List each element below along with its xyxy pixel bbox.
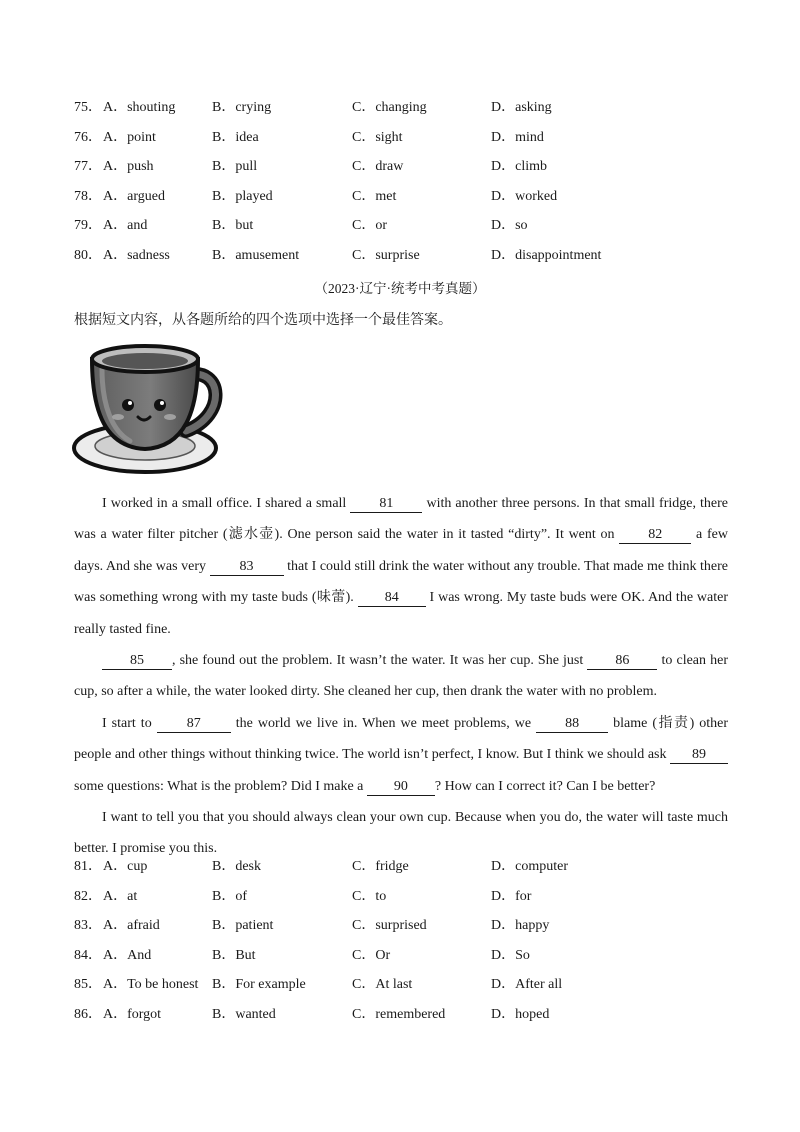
question-row (74, 100, 734, 130)
passage-paragraph-2 (74, 645, 728, 708)
option-c: C．Or (352, 947, 391, 963)
question-row (74, 159, 734, 189)
question-row (74, 918, 734, 948)
passage-text: with another three persons. In that small fridge, there was a water filter pitcher (滤水壶). One person said the water in it tasted “dirty”. It went on (74, 496, 729, 543)
option-a: A．sadness (103, 247, 170, 263)
passage-text: to clean her cup, so after a while, the water looked dirty. She cleaned her cup, then drank the water with no problem. (74, 653, 728, 700)
question-row (74, 248, 734, 278)
question-row (74, 859, 734, 889)
question-list-bottom (74, 859, 734, 1037)
option-b: B．desk (212, 859, 261, 874)
option-a: A．and (103, 218, 148, 234)
option-c: C．met (352, 188, 397, 204)
source-note: （2023·辽宁·统考中考真题） (314, 281, 486, 296)
blank-86: 86 (587, 653, 657, 670)
blank-82: 82 (619, 527, 691, 544)
option-d: D．mind (491, 129, 544, 145)
instruction-text: 根据短文内容，从各题所给的四个选项中选择一个最佳答案。 (74, 313, 452, 328)
option-a: A．cup (103, 859, 148, 874)
option-c: C．changing (352, 100, 427, 115)
question-row (74, 889, 734, 919)
option-c: C．fridge (352, 859, 409, 874)
option-d: D．climb (491, 159, 547, 175)
question-number: 79． (74, 218, 102, 234)
option-b: B．played (212, 188, 273, 204)
passage-text: a few days. And she was very (74, 527, 728, 574)
option-b: B．of (212, 888, 247, 904)
option-d: D．disappointment (491, 247, 602, 263)
question-number: 78． (74, 188, 102, 204)
option-a: A．And (103, 947, 152, 963)
option-a: A．forgot (103, 1006, 162, 1022)
question-number: 81． (74, 859, 102, 874)
question-list-top (74, 100, 734, 278)
option-c: C．sight (352, 129, 403, 145)
question-number: 75． (74, 100, 102, 115)
question-number: 80． (74, 247, 102, 263)
passage-text: I start to (102, 715, 157, 731)
question-number: 83． (74, 918, 102, 934)
question-number: 86． (74, 1006, 102, 1022)
question-row (74, 218, 734, 248)
option-d: D．So (491, 947, 530, 963)
passage-paragraph-3 (74, 708, 728, 802)
reading-passage (74, 488, 728, 865)
option-c: C．surprise (352, 247, 420, 263)
option-c: C．remembered (352, 1006, 446, 1022)
option-c: C．At last (352, 977, 413, 993)
passage-text: blame (指责) other people and other things without thinking twice. The world isn’t perfect, I know. But I think we should ask (74, 715, 729, 763)
option-a: A．push (103, 159, 154, 175)
option-a: A．point (103, 129, 156, 145)
blank-85: 85 (102, 653, 172, 670)
question-row (74, 189, 734, 219)
blank-84: 84 (358, 590, 426, 607)
option-b: B．pull (212, 159, 258, 175)
option-b: B．crying (212, 100, 272, 115)
question-row (74, 1007, 734, 1037)
passage-text: I worked in a small office. I shared a small (102, 496, 351, 511)
blank-90: 90 (367, 779, 435, 796)
question-row (74, 977, 734, 1007)
smiling-teacup-icon (72, 335, 224, 475)
passage-text: ? How can I correct it? Can I be better? (434, 778, 656, 794)
blank-83: 83 (210, 559, 284, 576)
option-c: C．surprised (352, 918, 427, 934)
option-d: D．asking (491, 100, 552, 115)
question-row (74, 130, 734, 160)
option-b: B．but (212, 218, 254, 234)
passage-text: the world we live in. When we meet problems, we (230, 715, 537, 731)
option-a: A．afraid (103, 918, 160, 934)
blank-87: 87 (157, 716, 231, 733)
passage-text: I was wrong. My taste buds were OK. And the water really tasted fine. (74, 590, 728, 637)
option-c: C．to (352, 888, 387, 904)
option-b: B．But (212, 947, 256, 963)
option-d: D．for (491, 888, 532, 904)
passage-text: , she found out the problem. It wasn’t the water. It was her cup. She just (172, 653, 588, 669)
question-number: 76． (74, 129, 102, 145)
option-b: B．wanted (212, 1006, 276, 1022)
option-a: A．argued (103, 188, 165, 204)
option-d: D．happy (491, 918, 550, 934)
question-row (74, 948, 734, 978)
blank-88: 88 (536, 716, 608, 733)
option-b: B．For example (212, 977, 306, 993)
option-c: C．draw (352, 159, 404, 175)
option-d: D．computer (491, 859, 568, 874)
passage-text: some questions: What is the problem? Did I make a (74, 778, 367, 794)
option-b: B．patient (212, 918, 274, 934)
option-c: C．or (352, 218, 387, 234)
option-d: D．worked (491, 188, 558, 204)
option-a: A．To be honest (103, 977, 199, 993)
passage-paragraph-4 (74, 802, 728, 865)
passage-text: I want to tell you that you should always clean your own cup. Because when you do, the water will taste much better. I promise you this. (74, 810, 728, 857)
option-b: B．amusement (212, 247, 300, 263)
question-number: 82． (74, 888, 102, 904)
option-d: D．hoped (491, 1006, 550, 1022)
question-number: 85． (74, 977, 102, 993)
option-d: D．After all (491, 977, 563, 993)
question-number: 77． (74, 159, 102, 175)
passage-text: that I could still drink the water without any trouble. That made me think there was something wrong with my taste buds (味蕾). (74, 558, 728, 606)
option-a: A．at (103, 888, 138, 904)
blank-89: 89 (670, 747, 728, 764)
option-a: A．shouting (103, 100, 176, 115)
blank-81: 81 (350, 496, 422, 513)
passage-paragraph-1 (74, 488, 728, 645)
option-b: B．idea (212, 129, 259, 145)
option-d: D．so (491, 218, 528, 234)
question-number: 84． (74, 947, 102, 963)
